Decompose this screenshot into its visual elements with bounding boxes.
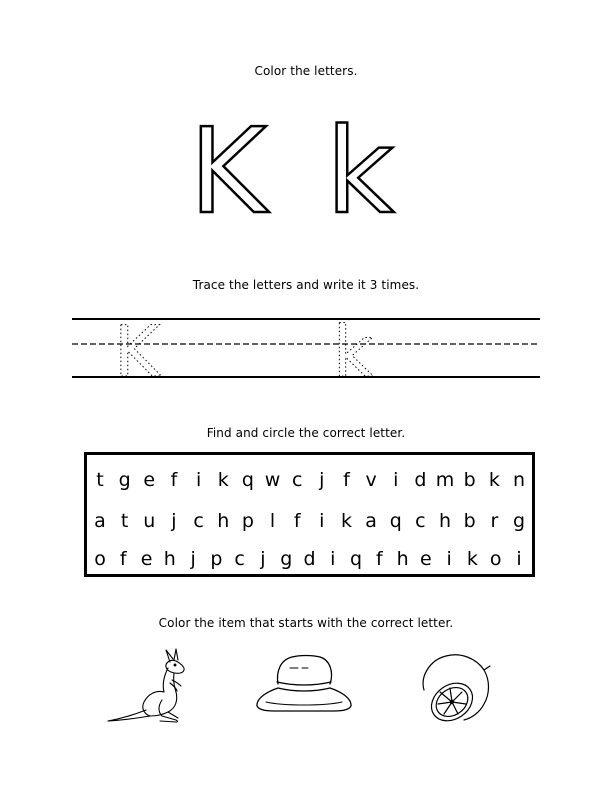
grid-letter[interactable]: f: [375, 548, 383, 570]
grid-letter[interactable]: f: [119, 548, 127, 570]
grid-letter[interactable]: j: [319, 469, 325, 491]
grid-letter[interactable]: a: [365, 510, 377, 532]
grid-letter[interactable]: b: [463, 510, 476, 532]
grid-letter[interactable]: i: [319, 510, 325, 532]
instruction-trace-letters: Trace the letters and write it 3 times.: [192, 278, 420, 292]
kangaroo-icon[interactable]: [104, 648, 190, 724]
letter-grid-row: [87, 507, 532, 535]
grid-letter[interactable]: w: [264, 469, 281, 491]
grid-letter[interactable]: q: [389, 510, 402, 532]
lemon-icon[interactable]: [418, 650, 494, 726]
grid-letter[interactable]: i: [393, 469, 399, 491]
grid-letter[interactable]: q: [350, 548, 363, 570]
grid-letter[interactable]: l: [269, 510, 276, 532]
grid-letter[interactable]: t: [120, 510, 129, 532]
grid-letter[interactable]: k: [340, 510, 352, 532]
grid-letter[interactable]: k: [466, 548, 478, 570]
grid-letter[interactable]: h: [396, 548, 409, 570]
grid-letter[interactable]: c: [291, 469, 303, 491]
grid-letter[interactable]: b: [463, 469, 476, 491]
grid-letter[interactable]: a: [94, 510, 106, 532]
grid-letter[interactable]: e: [140, 548, 153, 570]
grid-letter[interactable]: i: [516, 548, 522, 570]
hat-icon[interactable]: [254, 654, 354, 714]
grid-letter[interactable]: d: [414, 469, 427, 491]
instruction-find-letter: Find and circle the correct letter.: [206, 426, 406, 440]
grid-letter[interactable]: u: [143, 510, 156, 532]
grid-letter[interactable]: i: [330, 548, 336, 570]
instruction-color-letters: Color the letters.: [254, 64, 358, 78]
letter-grid: [84, 452, 535, 577]
letter-grid-row: [87, 545, 532, 573]
grid-letter[interactable]: c: [234, 548, 245, 570]
grid-letter[interactable]: g: [118, 469, 131, 491]
trace-lowercase-letter[interactable]: k: [333, 311, 374, 393]
grid-letter[interactable]: m: [435, 469, 455, 491]
grid-letter[interactable]: j: [171, 510, 177, 532]
grid-letter[interactable]: k: [488, 469, 500, 491]
grid-letter[interactable]: c: [193, 510, 204, 532]
trace-uppercase-letter[interactable]: K: [114, 311, 160, 393]
grid-letter[interactable]: f: [343, 469, 350, 491]
grid-letter[interactable]: g: [280, 548, 293, 570]
grid-letter[interactable]: n: [512, 469, 526, 491]
letter-grid-row: [87, 466, 532, 494]
grid-letter[interactable]: k: [217, 469, 229, 491]
grid-letter[interactable]: c: [415, 510, 426, 532]
grid-letter[interactable]: q: [241, 469, 254, 491]
grid-letter[interactable]: j: [260, 548, 266, 570]
grid-letter[interactable]: j: [190, 548, 196, 570]
grid-letter[interactable]: d: [303, 548, 316, 570]
grid-letter[interactable]: h: [217, 510, 230, 532]
grid-letter[interactable]: e: [143, 469, 156, 491]
grid-letter[interactable]: h: [163, 548, 176, 570]
grid-letter[interactable]: o: [94, 548, 106, 570]
grid-letter[interactable]: v: [365, 469, 377, 491]
outlined-lowercase-letter[interactable]: k: [325, 102, 395, 240]
grid-letter[interactable]: p: [210, 548, 223, 570]
grid-letter[interactable]: p: [241, 510, 254, 532]
grid-letter[interactable]: g: [512, 510, 526, 532]
grid-letter[interactable]: h: [439, 510, 452, 532]
grid-letter[interactable]: f: [293, 510, 301, 532]
grid-letter[interactable]: t: [96, 469, 104, 491]
grid-letter[interactable]: r: [490, 510, 499, 532]
grid-letter[interactable]: o: [489, 548, 502, 570]
grid-letter[interactable]: i: [446, 548, 452, 570]
grid-letter[interactable]: f: [170, 469, 178, 491]
outlined-uppercase-letter[interactable]: K: [189, 102, 267, 240]
grid-letter[interactable]: e: [420, 548, 432, 570]
instruction-color-item: Color the item that starts with the correct letter.: [158, 616, 454, 630]
grid-letter[interactable]: i: [195, 469, 202, 491]
